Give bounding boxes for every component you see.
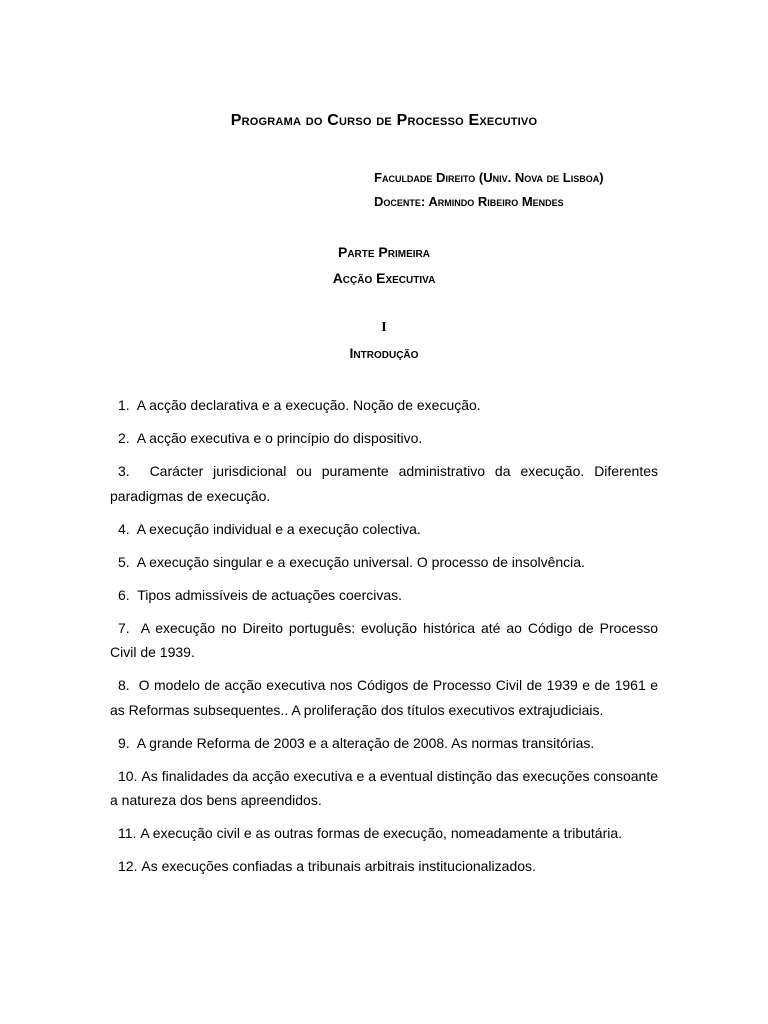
document-title: Programa do Curso de Processo Executivo bbox=[230, 112, 538, 129]
chapter-heading: Introdução bbox=[349, 345, 419, 361]
list-item bbox=[110, 393, 658, 418]
list-item-number: 8. bbox=[118, 677, 130, 693]
list-item bbox=[110, 764, 658, 813]
list-item-number: 9. bbox=[118, 734, 130, 751]
list-item-text: Tipos admissíveis de actuações coercivas. bbox=[137, 586, 403, 603]
list-item bbox=[110, 673, 658, 722]
list-item-text: As execuções confiadas a tribunais arbitrais institucionalizados. bbox=[141, 858, 536, 874]
list-item-text: A execução no Direito português: evolução histórica até ao Código de Processo Civil de 1939. bbox=[110, 619, 658, 660]
list-item-number: 10. bbox=[118, 767, 138, 784]
list-item bbox=[110, 821, 658, 846]
topic-list bbox=[110, 393, 658, 887]
list-item bbox=[110, 550, 658, 575]
faculty-line: Faculdade Direito (Univ. Nova de Lisboa) bbox=[374, 170, 604, 185]
list-item-number: 3. bbox=[118, 463, 130, 479]
list-item-number: 1. bbox=[118, 397, 130, 413]
part-heading: Parte Primeira bbox=[337, 244, 430, 260]
list-item bbox=[110, 426, 658, 451]
list-item bbox=[110, 459, 658, 508]
list-item-text: As finalidades da acção executiva e a eventual distinção das execuções consoante a natureza dos bens apreendidos. bbox=[110, 767, 658, 808]
list-item-number: 5. bbox=[118, 553, 130, 570]
list-item-text: A grande Reforma de 2003 e a alteração de 2008. As normas transitórias. bbox=[136, 734, 595, 751]
list-item-number: 6. bbox=[118, 586, 130, 603]
list-item-text: A acção declarativa e a execução. Noção de execução. bbox=[136, 397, 481, 413]
list-item bbox=[110, 854, 658, 879]
list-item-number: 2. bbox=[118, 430, 130, 446]
list-item-number: 7. bbox=[118, 619, 130, 636]
docente-line: Docente: Armindo Ribeiro Mendes bbox=[374, 194, 564, 209]
list-item-number: 12. bbox=[118, 858, 138, 874]
list-item-text: O modelo de acção executiva nos Códigos de Processo Civil de 1939 e de 1961 e as Reformas subsequentes.. A proliferação dos títulos executivos extrajudiciais. bbox=[110, 677, 659, 718]
list-item bbox=[110, 583, 658, 608]
list-item-text: A execução singular e a execução universal. O processo de insolvência. bbox=[136, 553, 585, 570]
list-item bbox=[110, 517, 658, 542]
list-item bbox=[110, 731, 658, 756]
list-item-number: 11. bbox=[118, 825, 137, 841]
list-item-text: A execução civil e as outras formas de execução, nomeadamente a tributária. bbox=[140, 825, 623, 841]
list-item-number: 4. bbox=[118, 520, 130, 537]
part-subtitle: Acção Executiva bbox=[332, 270, 436, 286]
chapter-number: I bbox=[381, 320, 387, 335]
list-item-text: A execução individual e a execução colectiva. bbox=[136, 520, 421, 537]
list-item-text: Carácter jurisdicional ou puramente administrativo da execução. Diferentes paradigmas de execução. bbox=[110, 463, 659, 504]
list-item bbox=[110, 616, 658, 665]
list-item-text: A acção executiva e o princípio do dispositivo. bbox=[136, 430, 423, 446]
